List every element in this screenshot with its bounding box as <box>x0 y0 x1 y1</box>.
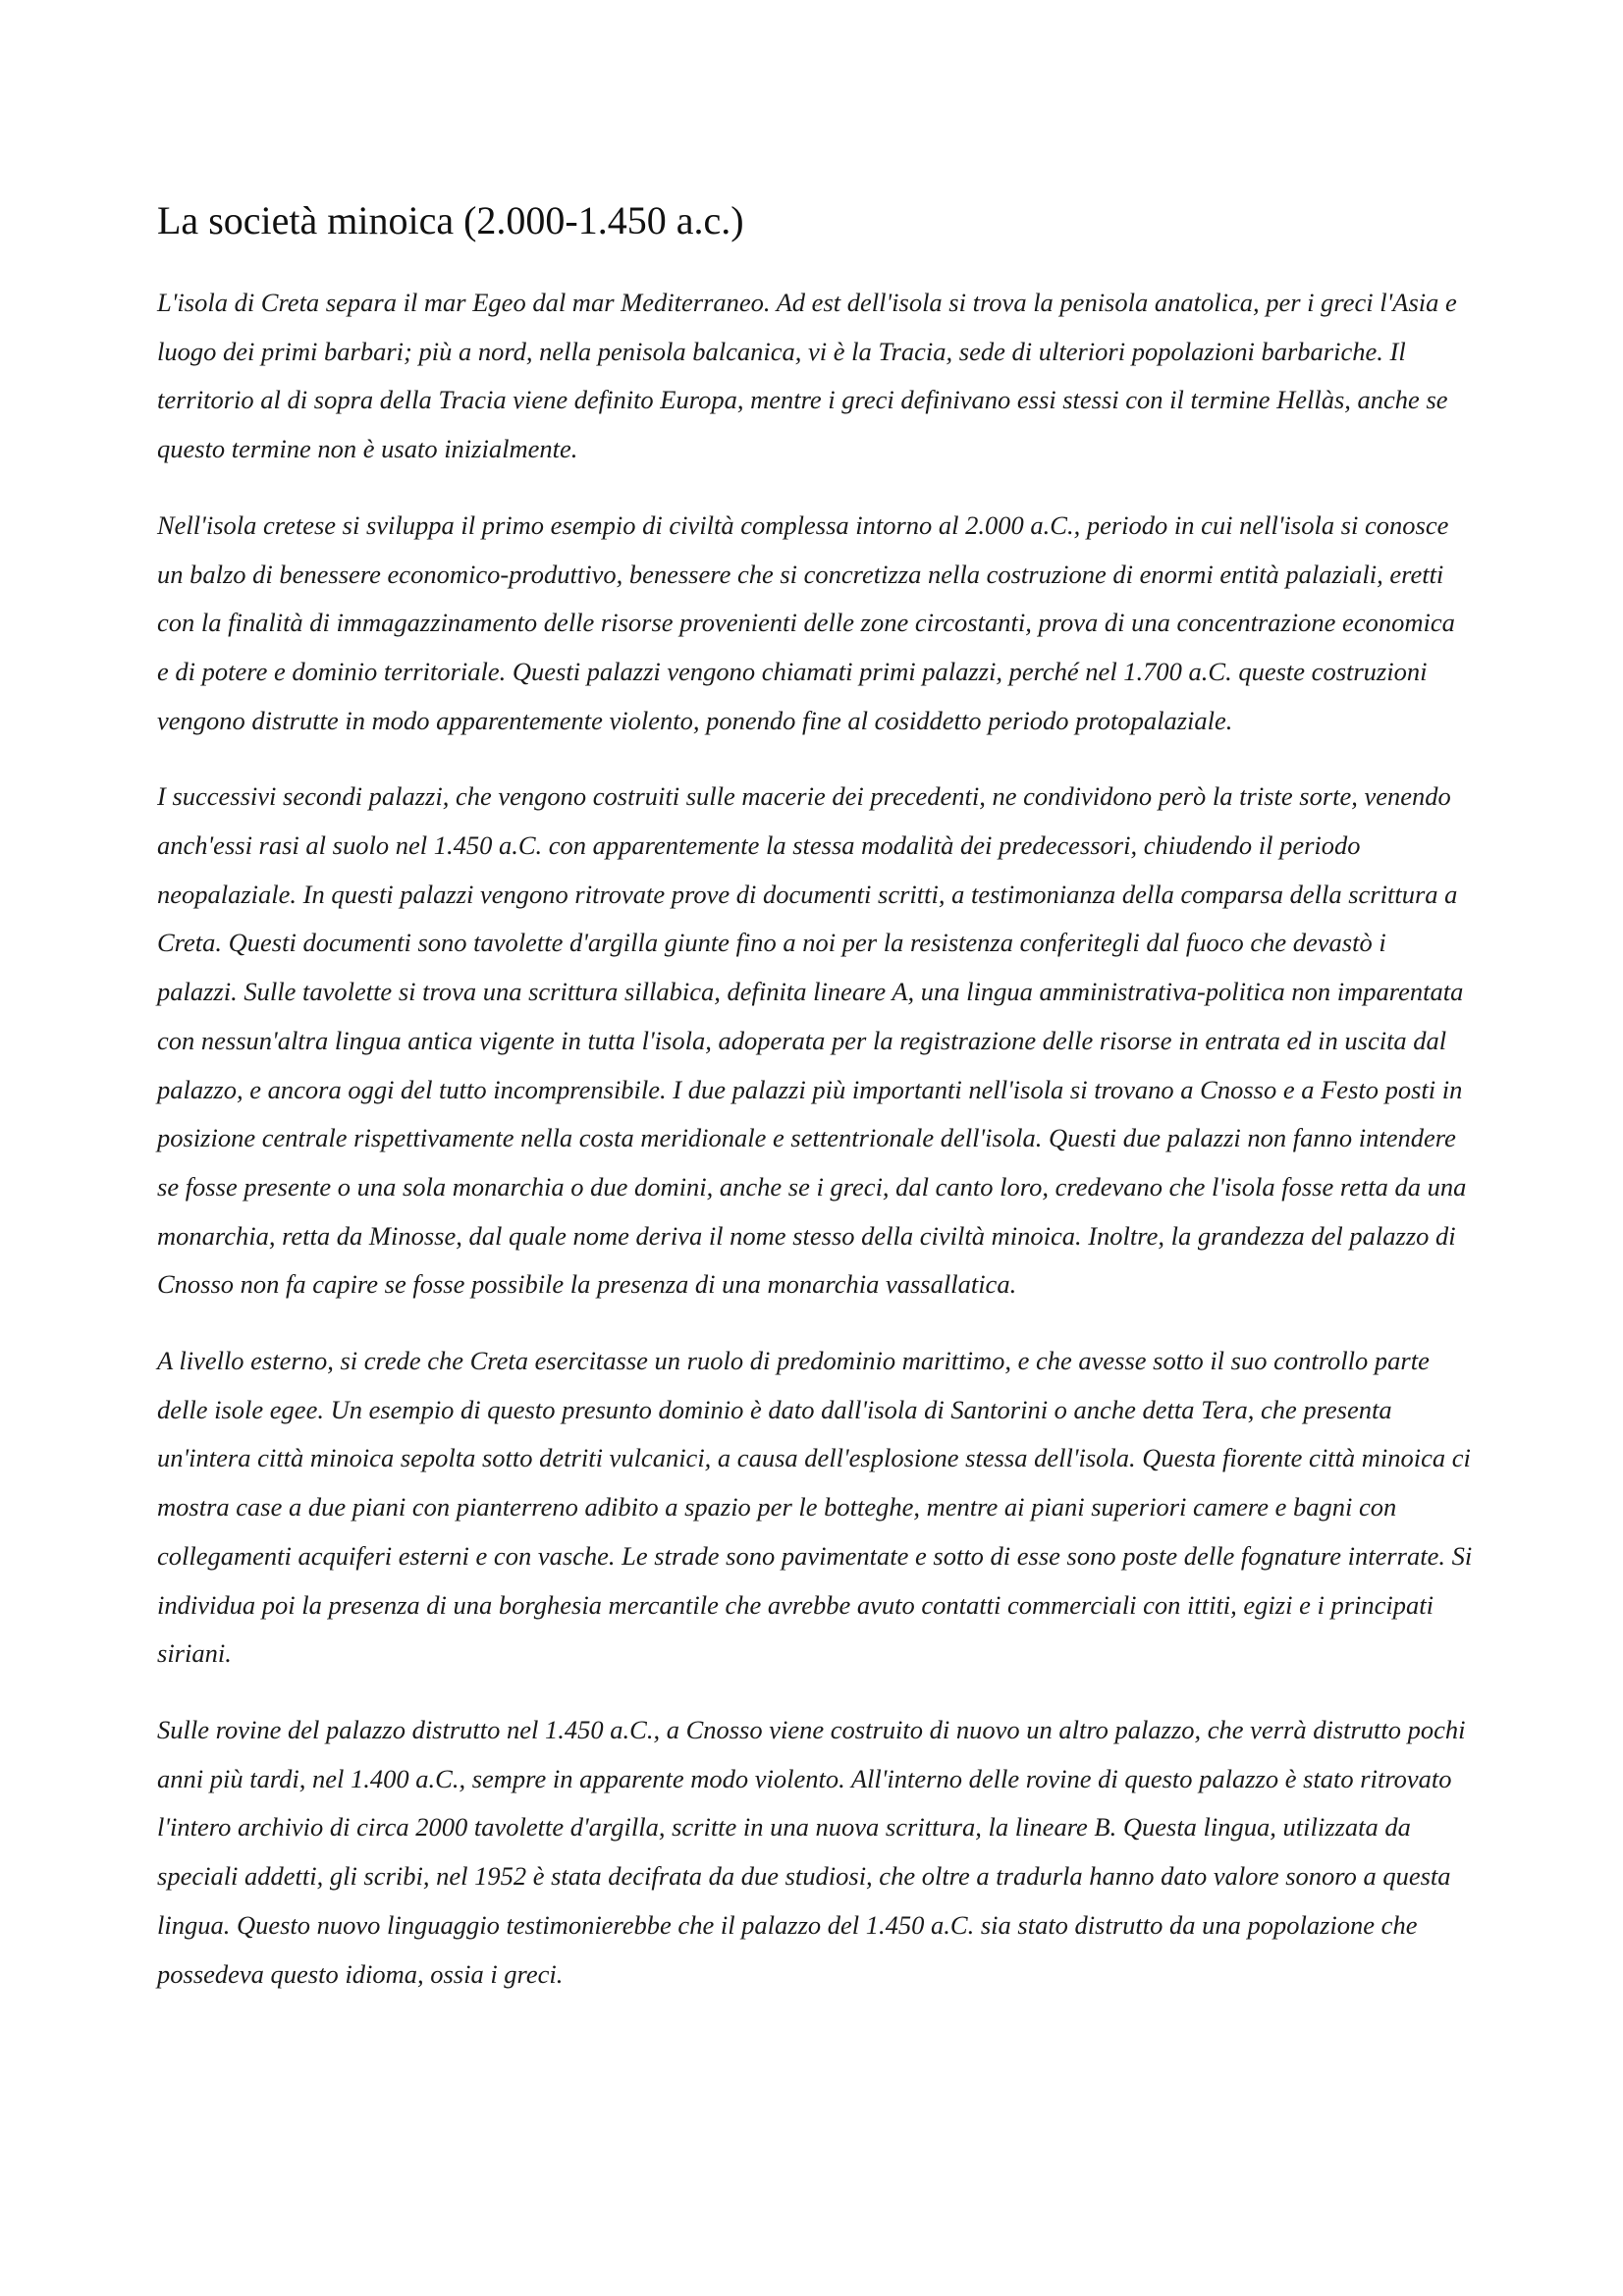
paragraph-primi-palazzi: Nell'isola cretese si sviluppa il primo esempio di civiltà complessa intorno al 2.000 a.C., periodo in cui nell'isola si conosce un balzo di benessere economico-produttivo, benessere che si concretizza nella costruzione di enormi entità palaziali, eretti con la finalità di immagazzinamento delle risorse provenienti delle zone circostanti, prova di una concentrazione economica e di potere e dominio territoriale. Questi palazzi vengono chiamati primi palazzi, perché nel 1.700 a.C. queste costruzioni vengono distrutte in modo apparentemente violento, ponendo fine al cosiddetto periodo protopalaziale. <box>157 509 1455 735</box>
paragraph-creta-geografia: L'isola di Creta separa il mar Egeo dal mar Mediterraneo. Ad est dell'isola si trova la penisola anatolica, per i greci l'Asia e luogo dei primi barbari; più a nord, nella penisola balcanica, vi è la Tracia, sede di ulteriori popolazioni barbariche. Il territorio al di sopra della Tracia viene definito Europa, mentre i greci definivano essi stessi con il termine Hellàs, anche se questo termine non è usato inizialmente. <box>157 288 1457 464</box>
page-title: La società minoica (2.000-1.450 a.c.) <box>157 198 744 242</box>
paragraph-predominio-marittimo: A livello esterno, si crede che Creta esercitasse un ruolo di predominio marittimo, e che avesse sotto il suo controllo parte delle isole egee. Un esempio di questo presunto dominio è dato dall'isola di Santorini o anche detta Tera, che presenta un'intera città minoica sepolta sotto detriti vulcanici, a causa dell'esplosione stessa dell'isola. Questa fiorente città minoica ci mostra case a due piani con pianterreno adibito a spazio per le botteghe, mentre ai piani superiori camere e bagni con collegamenti acquiferi esterni e con vasche. Le strade sono pavimentate e sotto di esse sono poste delle fognature interrate. Si individua poi la presenza di una borghesia mercantile che avrebbe avuto contatti commerciali con ittiti, egizi e i principati siriani. <box>157 1346 1473 1669</box>
document-body <box>157 196 1473 2026</box>
paragraph-lineare-b: Sulle rovine del palazzo distrutto nel 1.450 a.C., a Cnosso viene costruito di nuovo un altro palazzo, che verrà distrutto pochi anni più tardi, nel 1.400 a.C., sempre in apparente modo violento. All'interno delle rovine di questo palazzo è stato ritrovato l'intero archivio di circa 2000 tavolette d'argilla, scritte in una nuova scrittura, la lineare B. Questa lingua, utilizzata da speciali addetti, gli scribi, nel 1952 è stata decifrata da due studiosi, che oltre a tradurla hanno dato valore sonoro a questa lingua. Questo nuovo linguaggio testimonierebbe che il palazzo del 1.450 a.C. sia stato distrutto da una popolazione che possedeva questo idioma, ossia i greci. <box>157 1714 1466 1989</box>
paragraph-secondi-palazzi: I successivi secondi palazzi, che vengono costruiti sulle macerie dei precedenti, ne condividono però la triste sorte, venendo anch'essi rasi al suolo nel 1.450 a.C. con apparentemente la stessa modalità dei predecessori, chiudendo il periodo neopalaziale. In questi palazzi vengono ritrovate prove di documenti scritti, a testimonianza della comparsa della scrittura a Creta. Questi documenti sono tavolette d'argilla giunte fino a noi per la resistenza conferitegli dal fuoco che devastò i palazzi. Sulle tavolette si trova una scrittura sillabica, definita lineare A, una lingua amministrativa-politica non imparentata con nessun'altra lingua antica vigente in tutta l'isola, adoperata per la registrazione delle risorse in entrata ed in uscita dal palazzo, e ancora oggi del tutto incomprensibile. I due palazzi più importanti nell'isola si trovano a Cnosso e a Festo posti in posizione centrale rispettivamente nella costa meridionale e settentrionale dell'isola. Questi due palazzi non fanno intendere se fosse presente o una sola monarchia o due domini, anche se i greci, dal canto loro, credevano che l'isola fosse retta da una monarchia, retta da Minosse, dal quale nome deriva il nome stesso della civiltà minoica. Inoltre, la grandezza del palazzo di Cnosso non fa capire se fosse possibile la presenza di una monarchia vassallatica. <box>157 781 1467 1300</box>
